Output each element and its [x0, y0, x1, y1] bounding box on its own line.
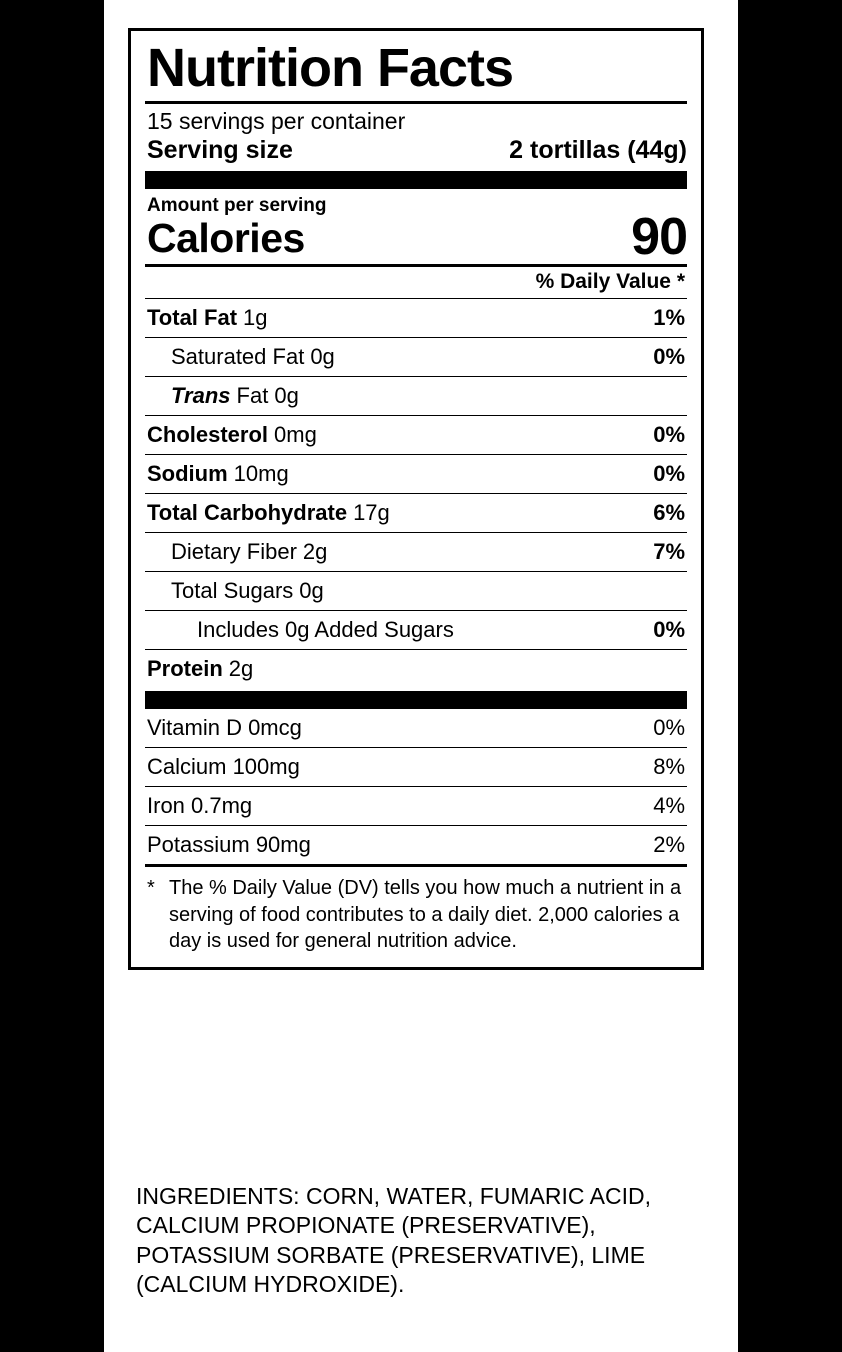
calories-row [145, 208, 687, 266]
servings-per-container: 15 servings per container [147, 108, 406, 134]
nutrient-row [145, 337, 687, 376]
vitamin-name: Vitamin D 0mcg [147, 715, 302, 741]
nutrient-daily-value: 0% [653, 422, 685, 448]
vitamin-row [145, 786, 687, 825]
footnote-marker: * [147, 877, 155, 900]
nutrient-label: Total Carbohydrate [147, 500, 348, 526]
vitamin-name: Potassium 90mg [147, 832, 311, 858]
ingredients-text: INGREDIENTS: CORN, WATER, FUMARIC ACID, CALCIUM PROPIONATE (PRESERVATIVE), POTASSIUM SORBATE (PRESERVATIVE), LIME (CALCIUM HYDROXIDE). [136, 1183, 651, 1298]
nutrient-name [171, 383, 299, 409]
nutrient-amount: 17g [353, 500, 390, 526]
nutrient-label: Saturated Fat [171, 344, 305, 370]
nutrient-amount: 0g [310, 344, 335, 370]
nutrient-daily-value: 1% [653, 305, 685, 331]
nutrient-amount: 1g [243, 305, 268, 331]
vitamin-daily-value: 8% [653, 754, 685, 780]
nutrient-name [197, 617, 454, 643]
nutrient-row [145, 298, 687, 337]
divider-title [145, 101, 687, 104]
divider-heavy-top [145, 171, 687, 189]
vitamin-daily-value: 2% [653, 832, 685, 858]
nutrient-label: Cholesterol [147, 422, 269, 448]
vitamin-row [145, 709, 687, 747]
nutrient-row [145, 454, 687, 493]
vitamin-row [145, 747, 687, 786]
nutrient-row [145, 415, 687, 454]
nutrient-row [145, 571, 687, 610]
divider-heavy-bottom [145, 691, 687, 709]
nutrient-amount: 10mg [233, 461, 289, 487]
nutrient-name [147, 500, 390, 526]
vitamin-row [145, 825, 687, 864]
nutrient-label: Includes 0g Added Sugars [197, 617, 454, 643]
footnote [145, 867, 687, 956]
nutrient-amount: 2g [302, 539, 328, 565]
nutrient-label: Sodium [147, 461, 228, 487]
calories-label: Calories [147, 215, 305, 262]
nutrient-name [147, 422, 317, 448]
nutrient-row [145, 376, 687, 415]
calories-value: 90 [631, 208, 687, 266]
nutrient-name [147, 305, 268, 331]
nutrient-label: Total Fat [147, 305, 238, 331]
serving-size-label: Serving size [147, 136, 293, 164]
nutrient-name [147, 461, 289, 487]
nutrient-amount: 0mg [274, 422, 317, 448]
vitamin-daily-value: 0% [653, 715, 685, 741]
page-title: Nutrition Facts [147, 38, 514, 98]
nutrient-row [145, 610, 687, 649]
serving-size-value: 2 tortillas (44g) [509, 136, 687, 164]
nutrient-name [171, 539, 327, 565]
vitamin-name: Iron 0.7mg [147, 793, 253, 819]
nutrient-label: Dietary Fiber [171, 539, 297, 565]
nutrient-name [171, 344, 335, 370]
nutrient-label: Total Sugars [171, 578, 294, 604]
serving-size-row [147, 136, 687, 165]
nutrient-amount: 0g [299, 578, 324, 604]
nutrient-row [145, 493, 687, 532]
label-sheet [104, 0, 738, 1352]
nutrient-daily-value: 6% [653, 500, 685, 526]
nutrient-daily-value: 0% [653, 617, 685, 643]
amount-per-serving-label: Amount per serving [147, 195, 327, 216]
nutrient-daily-value: 7% [653, 539, 685, 565]
vitamin-daily-value: 4% [653, 793, 685, 819]
nutrient-daily-value: 0% [653, 344, 685, 370]
nutrient-list [145, 298, 687, 688]
nutrient-name [171, 578, 324, 604]
vitamin-name: Calcium 100mg [147, 754, 300, 780]
daily-value-header: % Daily Value * [535, 270, 685, 294]
nutrient-amount: Fat 0g [236, 383, 299, 409]
nutrient-row [145, 649, 687, 688]
nutrient-name [147, 656, 253, 682]
footnote-text: The % Daily Value (DV) tells you how much a nutrient in a serving of food contributes to a daily diet. 2,000 calories a day is used for general nutrition advice. [169, 877, 682, 953]
nutrient-amount: 2g [228, 656, 254, 682]
nutrient-label: Protein [147, 656, 223, 682]
nutrient-label: Trans [171, 383, 231, 409]
nutrient-daily-value: 0% [653, 461, 685, 487]
nutrition-facts-panel [128, 28, 704, 970]
nutrient-row [145, 532, 687, 571]
vitamin-list [145, 709, 687, 864]
